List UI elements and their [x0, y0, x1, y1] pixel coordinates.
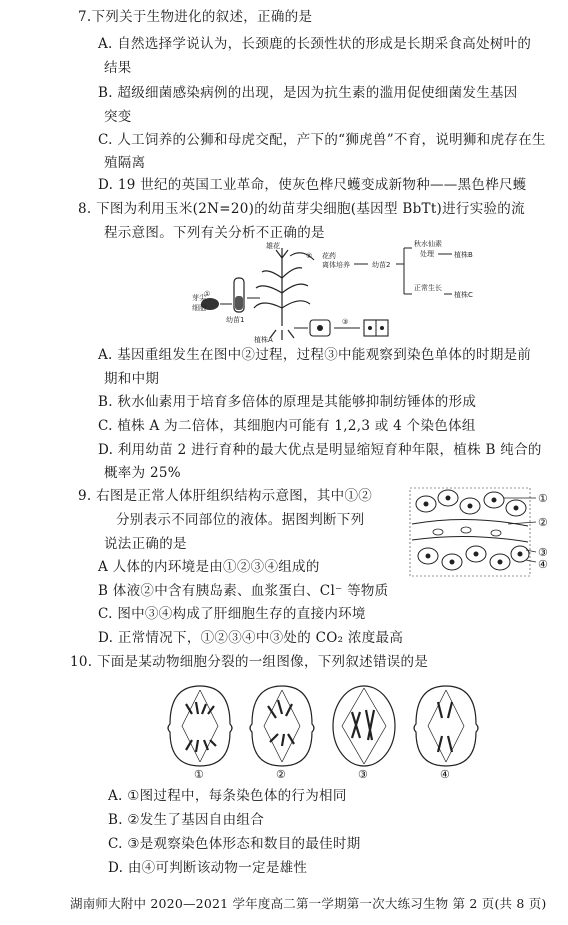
fig-culture2: 离体培养 — [322, 261, 350, 269]
fig-anther: 雄花 — [266, 242, 280, 250]
fig-num3: ③ — [342, 318, 349, 326]
q7-option-c: C. 人工饲养的公狮和母虎交配，产下的“狮虎兽”不育，说明狮和虎存在生 — [98, 132, 546, 148]
cell-label-2: ② — [276, 768, 286, 780]
fig-colchicine: 秋水仙素 — [414, 240, 442, 248]
q9-option-d: D. 正常情况下，①②③④中③处的 CO₂ 浓度最高 — [98, 630, 404, 646]
q7-option-d: D. 19 世纪的英国工业革命，使灰色桦尺蠖变成新物种——黑色桦尺蠖 — [98, 177, 527, 193]
fig-seedling2: 幼苗2 — [372, 261, 391, 269]
fig-num1: ① — [204, 290, 211, 298]
q8-option-a: A. 基因重组发生在图中②过程，过程③中能观察到染色单体的时期是前 — [98, 347, 532, 363]
q7-option-a: A. 自然选择学说认为，长颈鹿的长颈性状的形成是长期采食高处树叶的 — [98, 36, 532, 52]
q7-option-c-cont: 殖隔离 — [104, 155, 146, 171]
cell-label-4: ④ — [440, 768, 450, 780]
q9-stem-cont: 分别表示不同部位的液体。据图判断下列 — [116, 512, 365, 528]
corn-plant-icon — [254, 248, 313, 340]
q10-option-b: B. ②发生了基因自由组合 — [108, 812, 265, 828]
q7-option-a-cont: 结果 — [104, 60, 132, 76]
q9-option-c: C. 图中③④构成了肝细胞生存的直接内环境 — [98, 606, 366, 622]
fig-plant-c: 植株C — [454, 291, 473, 299]
q10-stem: 10. 下面是某动物细胞分裂的一组图像，下列叙述错误的是 — [70, 654, 429, 670]
q8-option-d-cont: 概率为 25% — [104, 465, 181, 481]
fig-culture: 花药 — [322, 252, 336, 260]
fig-bud: 芽尖 — [192, 294, 206, 302]
cell-1-icon — [168, 686, 232, 766]
page-footer: 湖南师大附中 2020—2021 学年度高二第一学期第一次大练习生物 第 2 页(共 8 页) — [70, 896, 547, 911]
fig-plant-a: 植株A — [254, 336, 273, 344]
fig-normal: 正常生长 — [414, 284, 442, 292]
q10-option-a: A. ①图过程中，每条染色体的行为相同 — [108, 788, 347, 804]
q7-option-b: B. 超级细菌感染病例的出现，是因为抗生素的滥用促使细菌发生基因 — [98, 85, 518, 101]
q8-stem: 8. 下图为利用玉米(2N=20)的幼苗芽尖细胞(基因型 BbTt)进行实验的流 — [78, 201, 525, 217]
q9-stem: 9. 右图是正常人体肝组织结构示意图，其中①② — [78, 488, 373, 504]
q9-stem-cont2: 说法正确的是 — [104, 536, 187, 552]
q9-liver-tissue-diagram — [408, 484, 558, 580]
q9-option-b: B 体液②中含有胰岛素、血浆蛋白、Cl⁻ 等物质 — [98, 583, 389, 599]
liver-label-3: ③ — [538, 546, 548, 559]
q7-stem: 7.下列关于生物进化的叙述，正确的是 — [78, 9, 313, 25]
fig-cell: 细胞 — [192, 304, 206, 312]
q8-corn-experiment-diagram — [190, 238, 490, 346]
q8-option-d: D. 利用幼苗 2 进行育种的最大优点是明显缩短育种年限，植株 B 纯合的 — [98, 442, 542, 458]
q8-option-c: C. 植株 A 为二倍体，其细胞内可能有 1,2,3 或 4 个染色体组 — [98, 418, 476, 434]
q10-cell-division-diagram — [160, 680, 490, 780]
q8-stem-cont: 程示意图。下列有关分析不正确的是 — [104, 225, 325, 241]
liver-label-2: ② — [538, 516, 548, 529]
fig-process: 处理 — [420, 250, 434, 258]
fig-seedling1: 幼苗1 — [226, 316, 245, 324]
cell-label-1: ① — [194, 768, 204, 780]
q10-option-c: C. ③是观察染色体形态和数目的最佳时期 — [108, 836, 361, 852]
cell-label-3: ③ — [358, 768, 368, 780]
q10-option-d: D. 由④可判断该动物一定是雄性 — [108, 860, 308, 876]
q9-option-a: A 人体的内环境是由①②③④组成的 — [98, 559, 320, 575]
q8-option-a-cont: 期和中期 — [104, 371, 160, 387]
fig-num2: ② — [306, 252, 313, 260]
cell-3-icon — [333, 686, 395, 766]
q7-option-b-cont: 突变 — [104, 109, 132, 125]
liver-label-4: ④ — [538, 558, 548, 571]
cell-2-icon — [250, 686, 314, 766]
fig-plant-b: 植株B — [454, 251, 473, 259]
liver-label-1: ① — [538, 492, 548, 505]
q8-option-b: B. 秋水仙素用于培育多倍体的原理是其能够抑制纺锤体的形成 — [98, 394, 477, 410]
cell-4-icon — [414, 686, 478, 766]
